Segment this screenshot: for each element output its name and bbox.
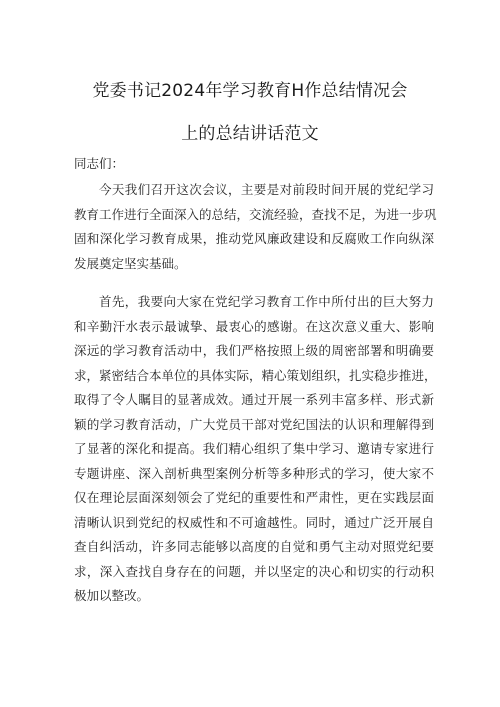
document-title-line-2: 上的总结讲话范文 [181,124,319,144]
paragraph-line: 求，深入查找自身存在的问题，并以坚定的决心和切实的行动积 [74,563,434,579]
greeting: 同志们： [74,156,125,171]
paragraph-line: 和辛勤汗水表示最诚挚、最衷心的感谢。在这次意义重大、影响 [74,318,434,334]
paragraph-2 [74,290,437,609]
paragraph-line: 发展奠定坚实基础。 [74,255,187,271]
paragraph-line: 专题讲座、深入剖析典型案例分析等多种形式的学习，使大家不 [74,465,434,481]
paragraph-1 [74,178,437,276]
paragraph-line: 仅在理论层面深刻领会了党纪的重要性和严肃性，更在实践层面 [74,490,434,505]
paragraph-line: 清晰认识到党纪的权威性和不可逾越性。同时，通过广泛开展自 [74,514,434,530]
paragraph-line: 深远的学习教育活动中，我们严格按照上级的周密部署和明确要 [74,343,434,358]
paragraph-line: 求，紧密结合本单位的具体实际，精心策划组织，扎实稳步推进， [74,367,437,383]
paragraph-line: 了显著的深化和提高。我们精心组织了集中学习、邀请专家进行 [74,441,434,456]
paragraph-line: 取得了令人瞩目的显著成效。通过开展一系列丰富多样、形式新 [74,392,434,407]
paragraph-line: 首先，我要向大家在党纪学习教育工作中所付出的巨大努力 [99,294,434,309]
paragraph-line: 极加以整改。 [74,588,150,603]
paragraph-line: 查自纠活动，许多同志能够以高度的自觉和勇气主动对照党纪要 [74,539,434,554]
paragraph-line: 颖的学习教育活动，广大党员干部对党纪国法的认识和理解得到 [74,416,434,432]
document-title-line-1: 党委书记2024年学习教育H作总结情况会 [92,81,408,101]
paragraph-line: 教育工作进行全面深入的总结，交流经验，查找不足，为进一步巩 [74,206,437,222]
paragraph-line: 今天我们召开这次会议，主要是对前段时间开展的党纪学习 [99,182,434,197]
paragraph-line: 固和深化学习教育成果，推动党风廉政建设和反腐败工作向纵深 [74,231,434,246]
